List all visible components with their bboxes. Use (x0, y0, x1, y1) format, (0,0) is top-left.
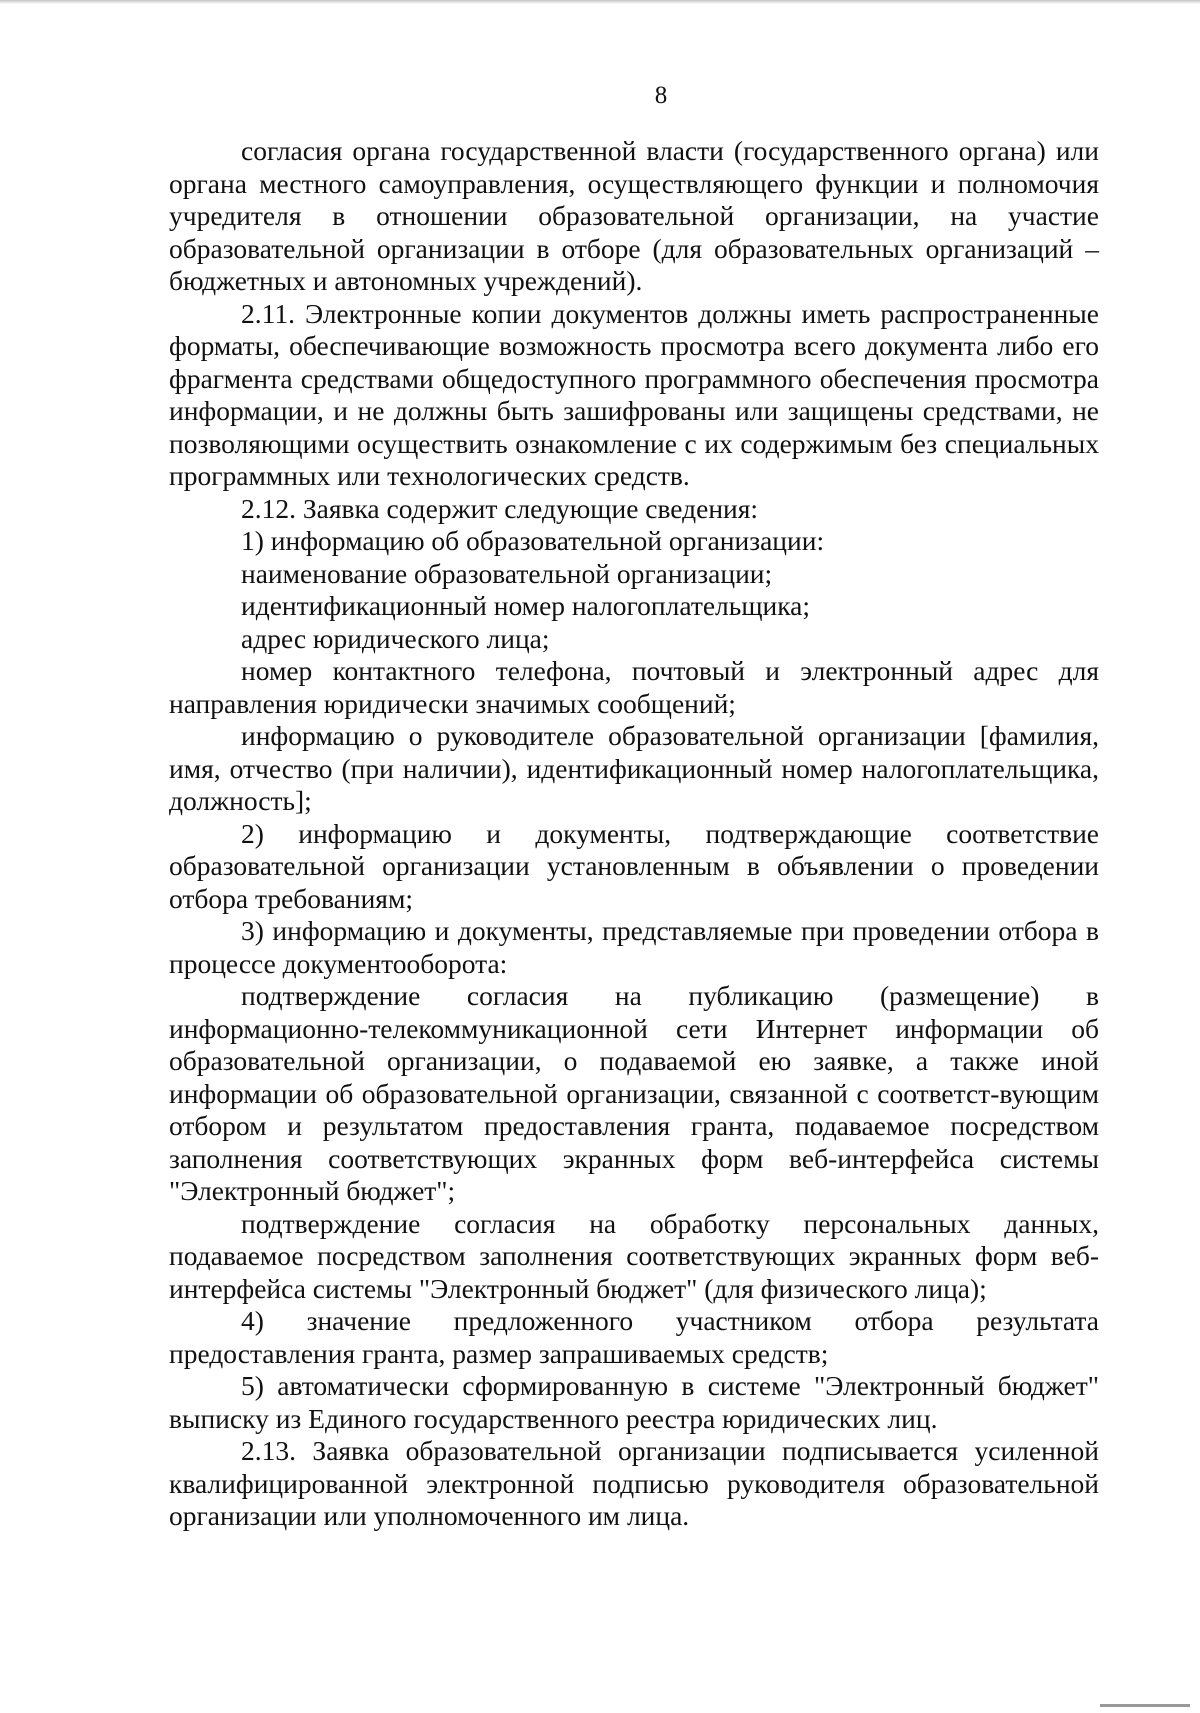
scan-edge-bottom (1100, 1704, 1190, 1707)
list-subitem: информацию о руководителе образовательной организации [фамилия, имя, отчество (при наличии), идентификационный номер налогоплательщика, должность]; (169, 720, 1099, 816)
list-subitem: адрес юридического лица; (241, 622, 550, 654)
list-item-2: 2) информацию и документы, подтверждающие соответствие образовательной организации установленным в объявлении о проведении отбора требованиям; (169, 817, 1099, 914)
list-item-1: 1) информацию об образовательной организации: (241, 525, 825, 556)
list-item-4: 4) значение предложенного участником отбора результата предоставления гранта, размер запрашиваемых средств; (169, 1305, 1099, 1369)
list-item-5: 5) автоматически сформированную в системе "Электронный бюджет" выписку из Единого государственного реестра юридических лиц. (169, 1370, 1099, 1434)
list-subitem: подтверждение согласия на обработку персональных данных, подаваемое посредством заполнения соответствующих экранных форм веб-интерфейса системы "Электронный бюджет" (для физического лица); (169, 1207, 1099, 1304)
page-number: 8 (654, 82, 668, 109)
scan-edge-top (0, 0, 1200, 4)
paragraph-2-12: 2.12. Заявка содержит следующие сведения: (241, 492, 759, 524)
list-subitem: номер контактного телефона, почтовый и электронный адрес для направления юридически значимых сообщений; (169, 655, 1099, 719)
document-body (169, 135, 1099, 1533)
list-item-3: 3) информацию и документы, представляемые при проведении отбора в процессе документооборота: (169, 915, 1099, 979)
list-subitem: идентификационный номер налогоплательщика; (241, 590, 811, 621)
paragraph-2-13: 2.13. Заявка образовательной организации подписывается усиленной квалифицированной электронной подписью руководителя образовательной организации или уполномоченного им лица. (169, 1435, 1099, 1531)
paragraph: согласия органа государственной власти (государственного органа) или органа местного самоуправления, осуществляющего функции и полномочия учредителя в отношении образовательной организации, на участие образовательной организации в отборе (для образовательных организаций – бюджетных и автономных учреждений). (169, 135, 1099, 296)
list-subitem: наименование образовательной организации; (241, 557, 773, 589)
paragraph-2-11: 2.11. Электронные копии документов должны иметь распространенные форматы, обеспечивающие возможность просмотра всего документа либо его фрагмента средствами общедоступного программного обеспечения просмотра информации, и не должны быть зашифрованы или защищены средствами, не позволяющими осуществить ознакомление с их содержимым без специальных программных или технологических средств. (169, 297, 1099, 491)
list-subitem: подтверждение согласия на публикацию (размещение) в информационно-телекоммуникационной сети Интернет информации об образовательной организации, о подаваемой ею заявке, а также иной информации об образовательной организации, связанной с соответст-вующим отбором и результатом предоставления гранта, подаваемое посредством заполнения соответствующих экранных форм веб-интерфейса системы "Электронный бюджет"; (169, 980, 1099, 1206)
